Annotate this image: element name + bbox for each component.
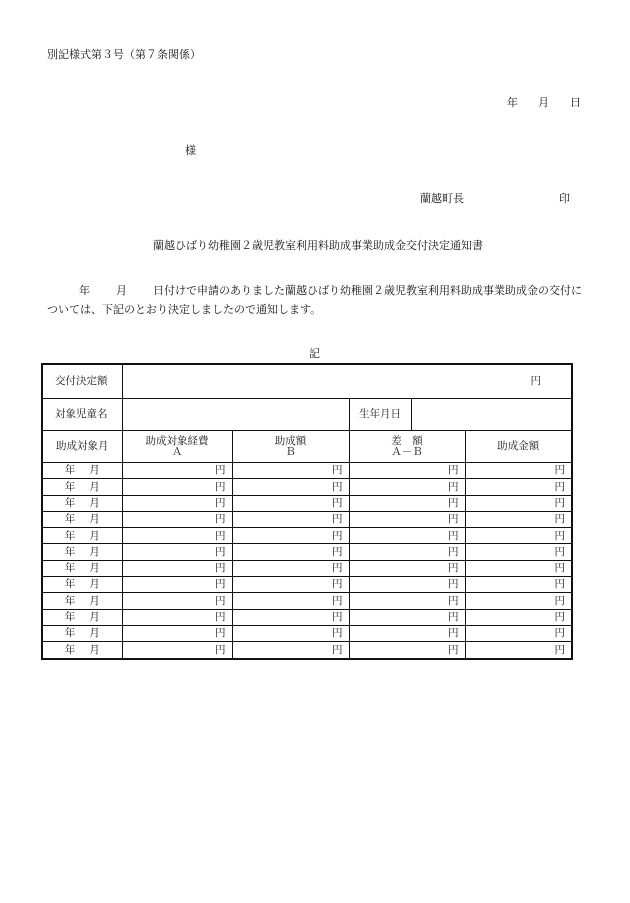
row-grant-cell[interactable]: 円 <box>465 495 572 511</box>
row-amount-cell[interactable]: 円 <box>232 609 349 625</box>
row-expense-cell[interactable]: 円 <box>122 560 232 576</box>
table-row <box>42 528 572 544</box>
row-expense-cell[interactable]: 円 <box>122 642 232 659</box>
row-expense-cell[interactable]: 円 <box>122 544 232 560</box>
header-amount: 助成額 Ｂ <box>232 431 349 463</box>
row-expense-cell[interactable]: 円 <box>122 495 232 511</box>
row-expense-cell[interactable]: 円 <box>122 463 232 479</box>
birthdate-label: 生年月日 <box>349 399 411 431</box>
row-amount-cell[interactable]: 円 <box>232 560 349 576</box>
row-amount-cell[interactable]: 円 <box>232 642 349 659</box>
table-row <box>42 511 572 527</box>
row-expense-cell[interactable]: 円 <box>122 593 232 609</box>
row-expense-cell[interactable]: 円 <box>122 528 232 544</box>
row-amount-cell[interactable]: 円 <box>232 544 349 560</box>
row-grant-cell[interactable]: 円 <box>465 625 572 641</box>
header-month: 助成対象月 <box>42 431 122 463</box>
row-amount-cell[interactable]: 円 <box>232 528 349 544</box>
table-row <box>42 593 572 609</box>
row-month-cell[interactable]: 年 月 <box>42 495 122 511</box>
row-month-cell[interactable]: 年 月 <box>42 511 122 527</box>
row-amount-cell[interactable]: 円 <box>232 593 349 609</box>
row-expense-cell[interactable]: 円 <box>122 479 232 495</box>
date-year: 年 <box>507 96 518 109</box>
row-grant-cell[interactable]: 円 <box>465 528 572 544</box>
header-grant: 助成金額 <box>465 431 572 463</box>
row-diff-cell[interactable]: 円 <box>349 544 465 560</box>
row-diff-cell[interactable]: 円 <box>349 577 465 593</box>
row-diff-cell[interactable]: 円 <box>349 495 465 511</box>
ki-label: 記 <box>309 347 320 360</box>
row-month-cell[interactable]: 年 月 <box>42 479 122 495</box>
header-row <box>42 431 572 463</box>
row-month-cell[interactable]: 年 月 <box>42 593 122 609</box>
table-row <box>42 463 572 479</box>
body-year: 年 <box>79 284 90 297</box>
row-diff-cell[interactable]: 円 <box>349 609 465 625</box>
row-amount-cell[interactable]: 円 <box>232 511 349 527</box>
row-month-cell[interactable]: 年 月 <box>42 560 122 576</box>
row-diff-cell[interactable]: 円 <box>349 560 465 576</box>
issue-amount-label: 交付決定額 <box>42 364 122 399</box>
addressee-suffix: 様 <box>185 144 196 157</box>
issue-amount-row <box>42 364 572 399</box>
body-main-text: 日付けで申請のありました蘭越ひばり幼稚園２歳児教室利用料助成事業助成金の交付については、下記のとおり決定しましたので通知します。 <box>47 284 582 316</box>
table-row <box>42 642 572 659</box>
row-month-cell[interactable]: 年 月 <box>42 577 122 593</box>
body-month: 月 <box>116 284 127 297</box>
row-diff-cell[interactable]: 円 <box>349 625 465 641</box>
table-row <box>42 625 572 641</box>
row-month-cell[interactable]: 年 月 <box>42 642 122 659</box>
row-amount-cell[interactable]: 円 <box>232 577 349 593</box>
row-expense-cell[interactable]: 円 <box>122 625 232 641</box>
row-amount-cell[interactable]: 円 <box>232 495 349 511</box>
row-month-cell[interactable]: 年 月 <box>42 463 122 479</box>
table-row <box>42 609 572 625</box>
issuer-seal: 印 <box>559 192 570 205</box>
row-month-cell[interactable]: 年 月 <box>42 609 122 625</box>
row-month-cell[interactable]: 年 月 <box>42 544 122 560</box>
row-expense-cell[interactable]: 円 <box>122 609 232 625</box>
header-expense: 助成対象経費 Ａ <box>122 431 232 463</box>
table-row <box>42 495 572 511</box>
row-grant-cell[interactable]: 円 <box>465 463 572 479</box>
birthdate-value[interactable] <box>411 399 572 431</box>
issue-amount-value[interactable]: 円 <box>122 364 572 399</box>
row-diff-cell[interactable]: 円 <box>349 511 465 527</box>
body-text <box>47 281 585 319</box>
row-grant-cell[interactable]: 円 <box>465 544 572 560</box>
row-month-cell[interactable]: 年 月 <box>42 528 122 544</box>
row-diff-cell[interactable]: 円 <box>349 528 465 544</box>
header-diff: 差 額 Ａ－Ｂ <box>349 431 465 463</box>
row-grant-cell[interactable]: 円 <box>465 593 572 609</box>
row-amount-cell[interactable]: 円 <box>232 479 349 495</box>
table-row <box>42 577 572 593</box>
child-row <box>42 399 572 431</box>
row-expense-cell[interactable]: 円 <box>122 577 232 593</box>
date-month: 月 <box>538 96 549 109</box>
row-grant-cell[interactable]: 円 <box>465 511 572 527</box>
table-row <box>42 479 572 495</box>
row-diff-cell[interactable]: 円 <box>349 463 465 479</box>
form-id: 別記様式第３号（第７条関係） <box>47 48 201 61</box>
table-row <box>42 544 572 560</box>
row-grant-cell[interactable]: 円 <box>465 577 572 593</box>
document-title: 蘭越ひばり幼稚園２歳児教室利用料助成事業助成金交付決定通知書 <box>153 239 483 252</box>
row-grant-cell[interactable]: 円 <box>465 609 572 625</box>
row-grant-cell[interactable]: 円 <box>465 560 572 576</box>
row-expense-cell[interactable]: 円 <box>122 511 232 527</box>
row-amount-cell[interactable]: 円 <box>232 625 349 641</box>
row-amount-cell[interactable]: 円 <box>232 463 349 479</box>
child-name-label: 対象児童名 <box>42 399 122 431</box>
row-diff-cell[interactable]: 円 <box>349 593 465 609</box>
row-grant-cell[interactable]: 円 <box>465 642 572 659</box>
row-grant-cell[interactable]: 円 <box>465 479 572 495</box>
row-diff-cell[interactable]: 円 <box>349 479 465 495</box>
child-name-value[interactable] <box>122 399 349 431</box>
issuer-name: 蘭越町長 <box>420 192 464 205</box>
row-diff-cell[interactable]: 円 <box>349 642 465 659</box>
row-month-cell[interactable]: 年 月 <box>42 625 122 641</box>
grant-table <box>41 363 573 660</box>
table-row <box>42 560 572 576</box>
date-day: 日 <box>570 96 581 109</box>
